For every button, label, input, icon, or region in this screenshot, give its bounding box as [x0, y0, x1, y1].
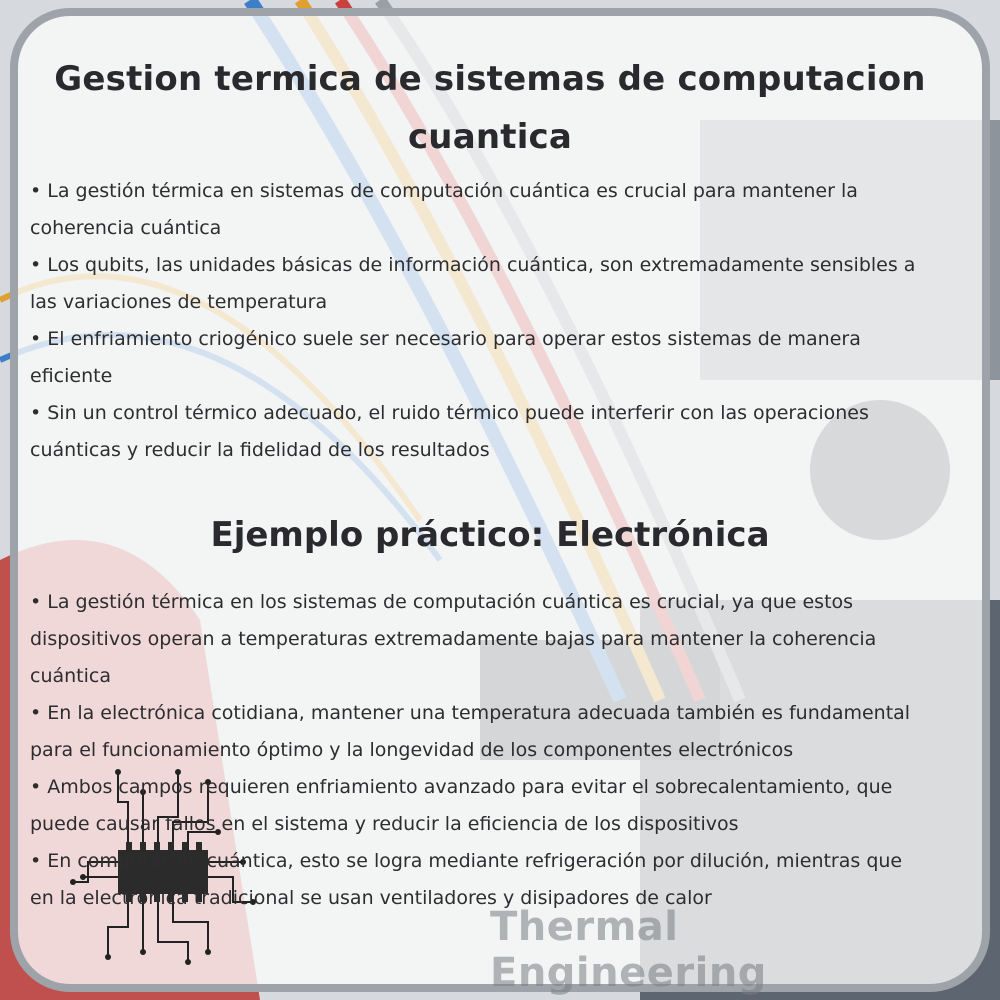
- bullet-item: • En computación cuántica, esto se logra mediante refrigeración por dilución, mientras que en la electrónica tradicional se usan ventiladores y disipadores de calor: [30, 850, 903, 909]
- section-heading: Ejemplo práctico: Electrónica: [210, 515, 770, 555]
- bullet-item: • Sin un control térmico adecuado, el ruido térmico puede interferir con las operaciones cuánticas y reducir la fidelidad de los resultados: [30, 402, 869, 461]
- example-bullet-list: [30, 584, 930, 917]
- bullet-item: • El enfriamiento criogénico suele ser necesario para operar estos sistemas de manera eficiente: [30, 328, 861, 387]
- page-title: Gestion termica de sistemas de computacion cuantica: [54, 59, 926, 157]
- bullet-item: • Los qubits, las unidades básicas de información cuántica, son extremadamente sensibles a las variaciones de temperatura: [30, 254, 916, 313]
- watermark-text: Thermal Engineering: [490, 904, 767, 996]
- bullet-item: • La gestión térmica en sistemas de computación cuántica es crucial para mantener la coherencia cuántica: [30, 180, 858, 239]
- intro-bullet-list: [30, 173, 930, 469]
- bullet-item: • La gestión térmica en los sistemas de computación cuántica es crucial, ya que estos dispositivos operan a temperaturas extremadamente bajas para mantener la coherencia cuántica: [30, 591, 877, 687]
- bullet-item: • Ambos campos requieren enfriamiento avanzado para evitar el sobrecalentamiento, que puede causar fallos en el sistema y reducir la eficiencia de los dispositivos: [30, 776, 893, 835]
- bullet-item: • En la electrónica cotidiana, mantener una temperatura adecuada también es fundamental para el funcionamiento óptimo y la longevidad de los componentes electrónicos: [30, 702, 911, 761]
